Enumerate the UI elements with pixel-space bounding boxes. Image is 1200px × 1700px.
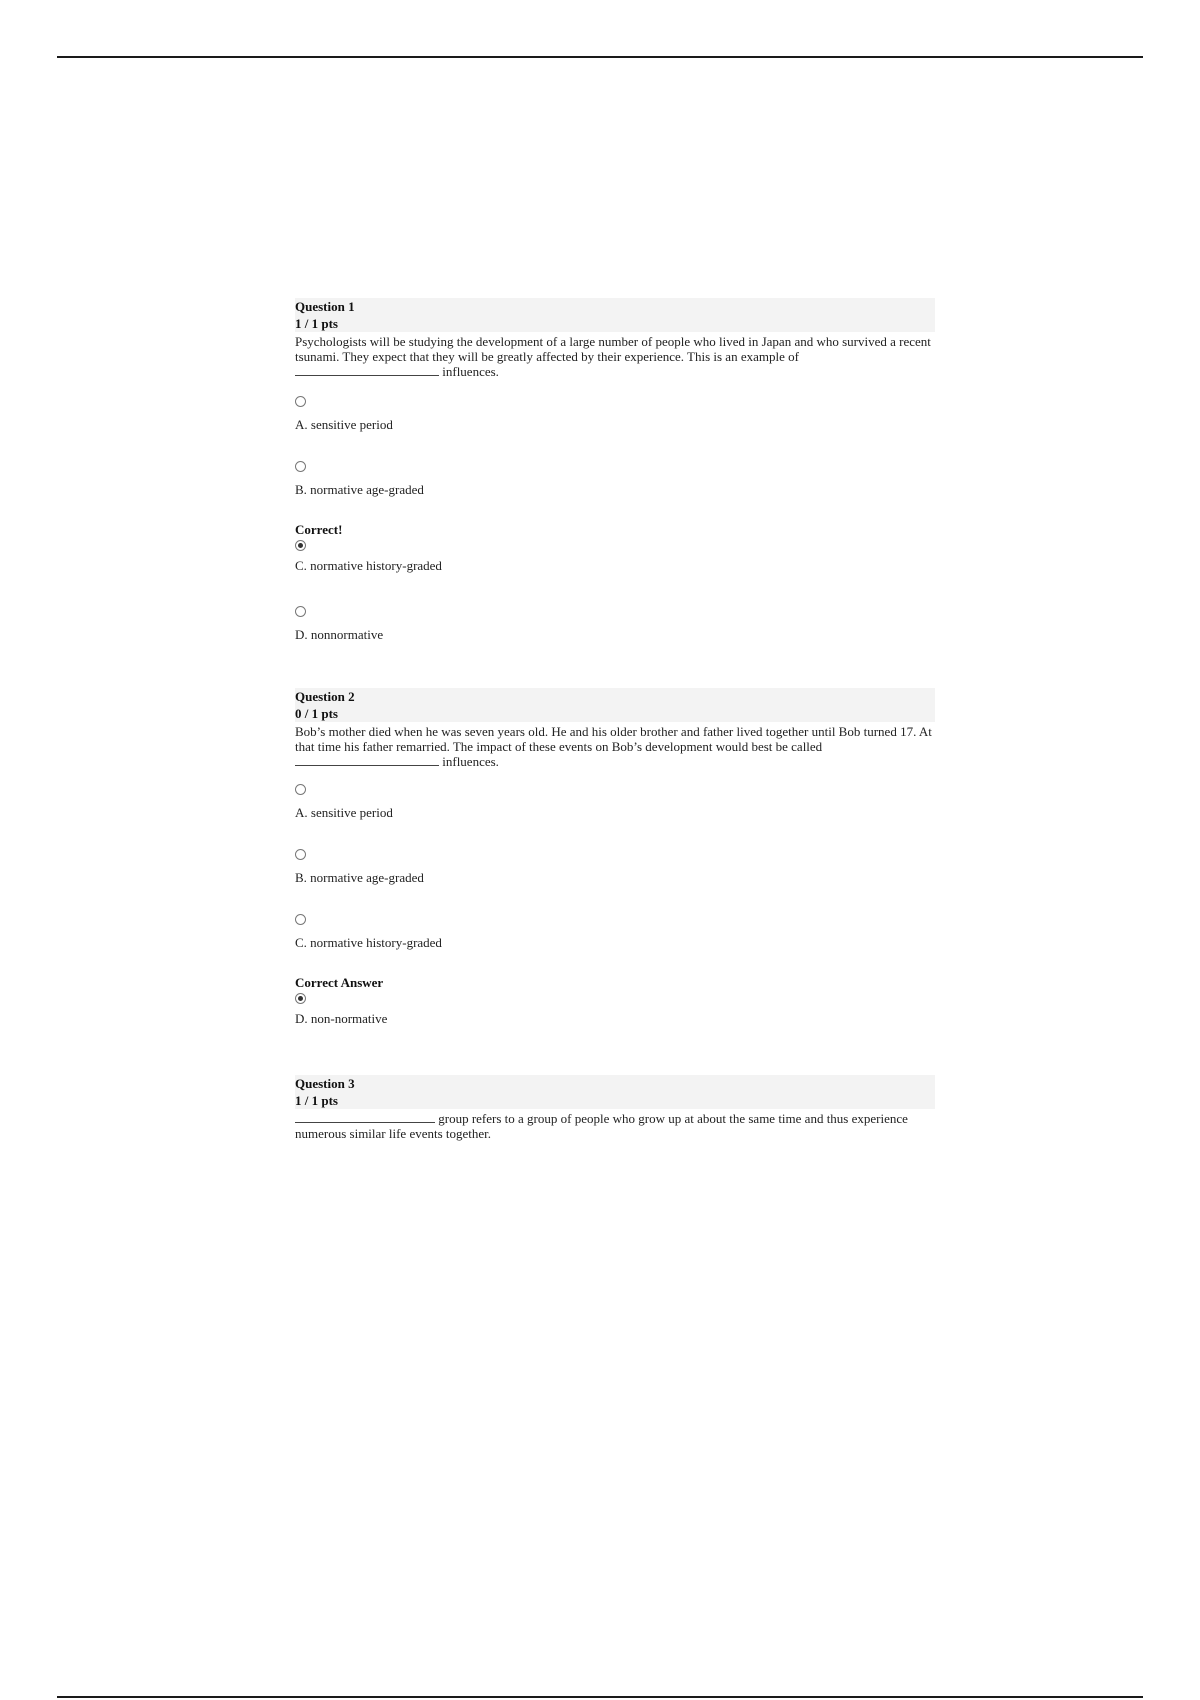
answer-b[interactable] <box>295 843 424 885</box>
answer-blank <box>295 1112 435 1123</box>
question-text-after: group refers to a group of people who grow up at about the same time and thus experience numerous similar life events together. <box>295 1111 908 1141</box>
answer-d[interactable] <box>295 600 383 642</box>
question-text-after: influences. <box>442 754 499 769</box>
question-title: Question 1 <box>295 299 355 314</box>
answer-label: D. nonnormative <box>295 627 384 642</box>
answer-c[interactable] <box>295 908 442 950</box>
answer-label: D. non-normative <box>295 1011 388 1026</box>
answer-d[interactable] <box>295 975 387 1026</box>
radio-selected-icon[interactable] <box>295 540 306 551</box>
answer-c[interactable] <box>295 522 442 573</box>
question-text <box>295 334 935 379</box>
question-text-after: influences. <box>442 364 499 379</box>
question-2 <box>295 688 935 769</box>
answer-label: B. normative age-graded <box>295 482 424 497</box>
bottom-rule <box>57 1696 1143 1698</box>
question-text-before: Psychologists will be studying the development of a large number of people who lived in Japan and who survived a recent tsunami. They expect that they will be greatly affected by their experience. This is an example of <box>295 334 931 364</box>
radio-icon[interactable] <box>295 606 306 617</box>
answer-b[interactable] <box>295 455 424 497</box>
answer-label: C. normative history-graded <box>295 935 442 950</box>
answer-label: C. normative history-graded <box>295 558 442 573</box>
answer-blank <box>295 365 439 376</box>
question-points: 0 / 1 pts <box>295 706 338 721</box>
question-header <box>295 298 935 332</box>
answer-label: A. sensitive period <box>295 805 393 820</box>
question-points: 1 / 1 pts <box>295 316 338 331</box>
radio-icon[interactable] <box>295 396 306 407</box>
answer-label: A. sensitive period <box>295 417 393 432</box>
radio-selected-icon[interactable] <box>295 993 306 1004</box>
top-rule <box>57 56 1143 58</box>
question-3 <box>295 1075 935 1141</box>
radio-icon[interactable] <box>295 784 306 795</box>
question-text <box>295 1111 935 1141</box>
answer-a[interactable] <box>295 778 393 820</box>
radio-icon[interactable] <box>295 914 306 925</box>
question-text-before: Bob’s mother died when he was seven years old. He and his older brother and father lived together until Bob turned 17. At that time his father remarried. The impact of these events on Bob’s development would best be called <box>295 724 932 754</box>
question-header <box>295 1075 935 1109</box>
answer-status-label: Correct Answer <box>295 975 384 990</box>
question-header <box>295 688 935 722</box>
question-1 <box>295 298 935 379</box>
question-points: 1 / 1 pts <box>295 1093 338 1108</box>
radio-icon[interactable] <box>295 461 306 472</box>
answer-a[interactable] <box>295 390 393 432</box>
answer-blank <box>295 755 439 766</box>
answer-label: B. normative age-graded <box>295 870 424 885</box>
question-text <box>295 724 935 769</box>
answer-status-label: Correct! <box>295 522 343 537</box>
question-title: Question 2 <box>295 689 355 704</box>
radio-icon[interactable] <box>295 849 306 860</box>
question-title: Question 3 <box>295 1076 355 1091</box>
